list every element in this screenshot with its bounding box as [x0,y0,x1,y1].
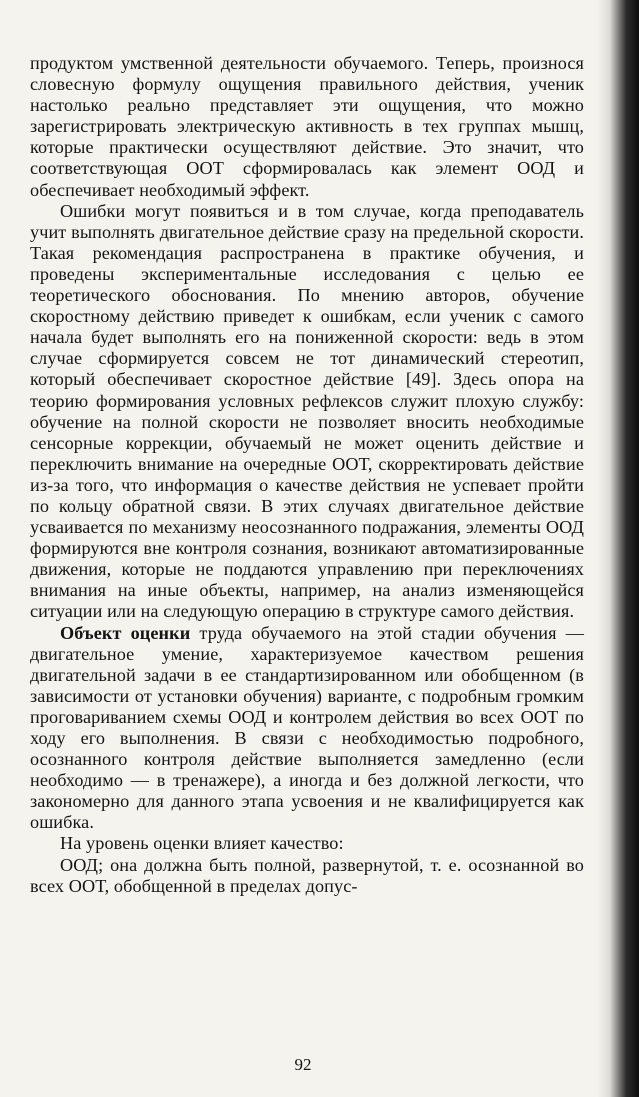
paragraph-1: продуктом умственной деятельности обучаемого. Теперь, произнося словесную формулу ощущения правильного действия, ученик настолько реально представляет эти ощущения, что можно зарегистрировать электрическую активность в тех группах мышц, которые практически осуществляют действие. Это значит, что соответствующая ООТ сформировалась как элемент ООД и обеспечивает необходимый эффект. [30,53,584,200]
body-text [30,53,584,897]
scan-shadow-edge [597,0,639,1097]
paragraph-3 [30,623,584,834]
paragraph-4: На уровень оценки влияет качество: [60,833,344,854]
bold-term: Объект оценки [60,622,191,643]
page-number: 92 [294,1055,312,1074]
paragraph-2: Ошибки могут появиться и в том случае, когда преподаватель учит выполнять двигательное действие сразу на предельной скорости. Такая рекомендация распространена в практике обучения, и проведены экспериментальные исследования с целью ее теоретического обоснования. По мнению авторов, обучение скоростному действию приведет к ошибкам, если ученик с самого начала будет выполнять его на пониженной скорости: ведь в этом случае сформируется совсем не тот динамический стереотип, который обеспечивает скоростное действие [49]. Здесь опора на теорию формирования условных рефлексов служит плохую службу: обучение на полной скорости не позволяет вносить необходимые сенсорные коррекции, обучаемый не может оценить действие и переключить внимание на очередные ООТ, скорректировать действие из-за того, что информация о качестве действия не успевает пройти по кольцу обратной связи. В этих случаях двигательное действие усваивается по механизму неосознанного подражания, элементы ООД формируются вне контроля сознания, возникают автоматизированные движения, которые не поддаются управлению при переключениях внимания на иные объекты, например, на анализ изменяющейся ситуации или на следующую операцию в структуре самого действия. [30,200,584,622]
paragraph-5: ООД; она должна быть полной, развернутой, т. е. осознанной во всех ООТ, обобщенной в пределах допус- [30,854,584,896]
paragraph-3-text: труда обучаемого на этой стадии обучения — двигательное умение, характеризуемое качеством решения двигательной задачи в ее стандартизированном или обобщенном (в зависимости от установки обучения) варианте, с подробным громким проговариванием схемы ООД и контролем действия во всех ООТ по ходу его выполнения. В связи с необходимостью подробного, осознанного контроля действие выполняется замедленно (если необходимо — в тренажере), а иногда и без должной легкости, что закономерно для данного этапа усвоения и не квалифицируется как ошибка. [30,622,584,833]
